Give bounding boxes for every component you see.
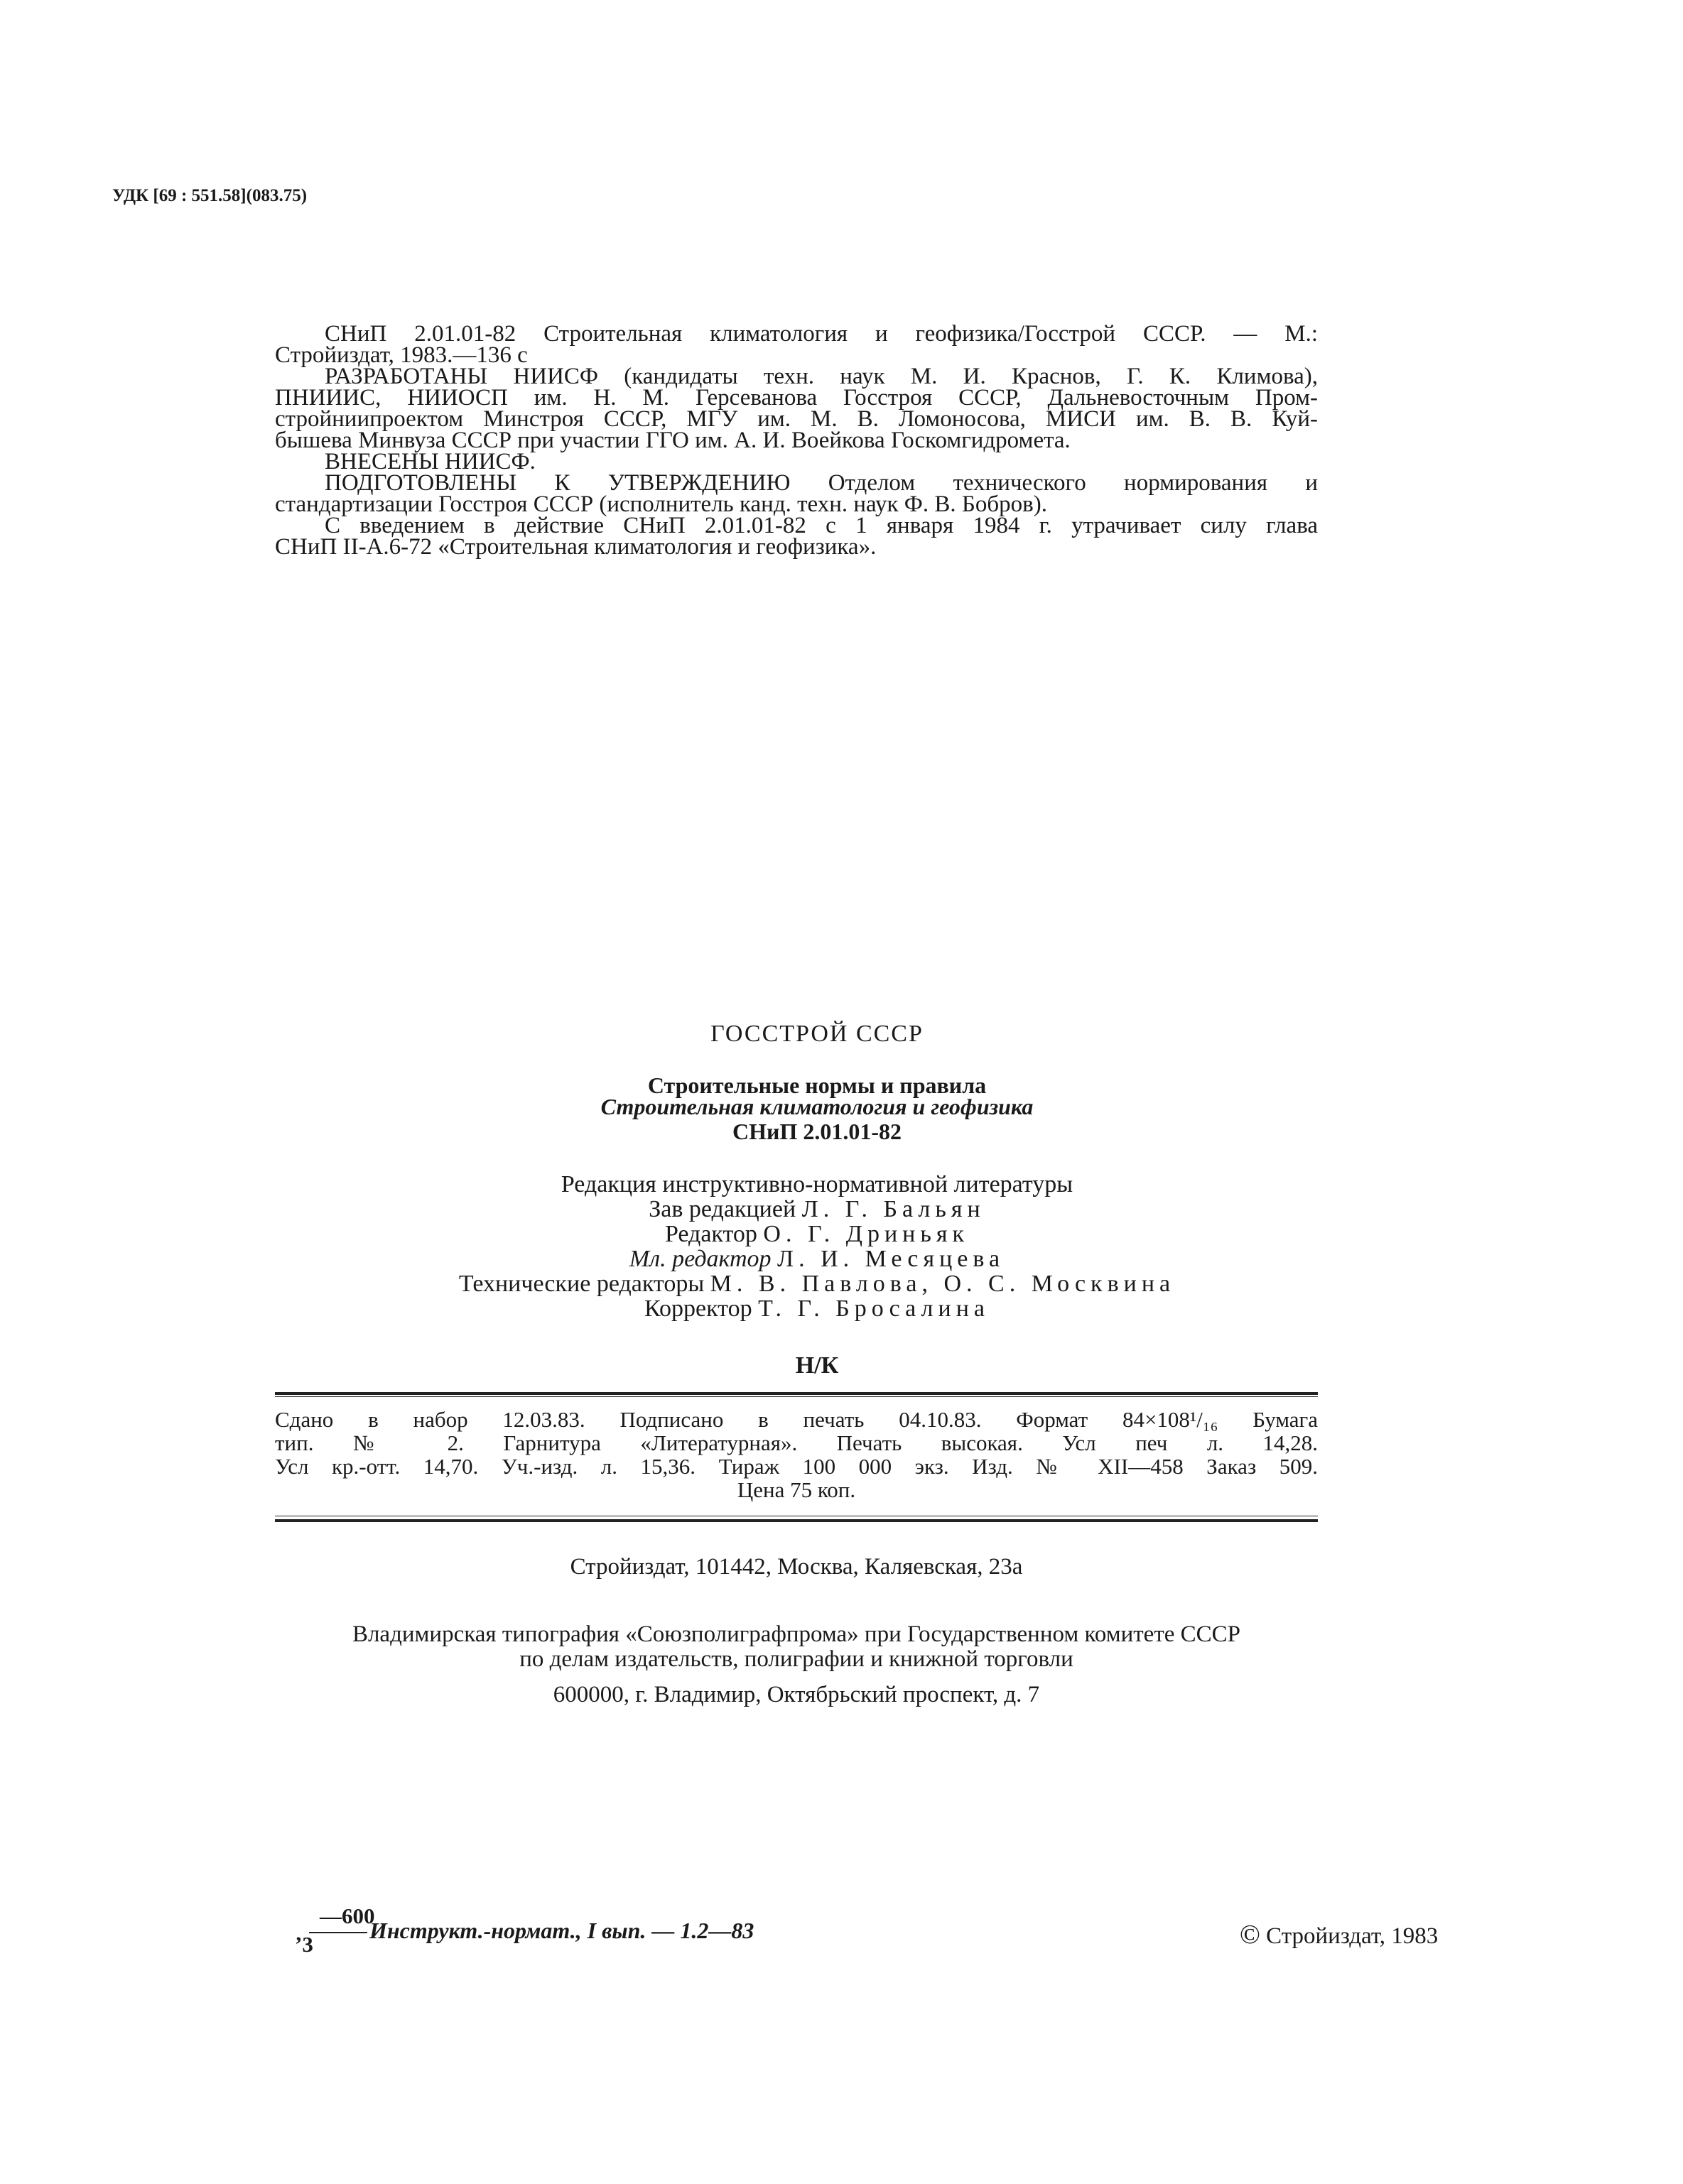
footer-index-code: Инструкт.-нормат., I вып. — 1.2—83 [369, 1918, 754, 1943]
credits-block [320, 1172, 1314, 1321]
credit-role: Корректор [644, 1295, 752, 1322]
biblio-line: ПНИИИС, НИИОСП им. Н. М. Герсеванова Госстроя СССР, Дальневосточным Пром- [275, 385, 1318, 411]
biblio-line: стандартизации Госстроя СССР (исполнитель канд. техн. наук Ф. В. Бобров). [275, 491, 1047, 517]
copyright-icon: © [1240, 1920, 1260, 1950]
credit-person: Л. Г. Бальян [801, 1196, 985, 1222]
document-title: Строительная климатология и геофизика [600, 1094, 1034, 1119]
printer-line: Владимирская типография «Союзполиграфпрома» при Государственном комитете СССР [352, 1621, 1241, 1647]
biblio-line: С введением в действие СНиП 2.01.01-82 с 1 января 1984 г. утрачивает силу глава [325, 513, 1318, 538]
credit-person: Л. И. Месяцева [777, 1246, 1005, 1272]
biblio-line: СНиП 2.01.01-82 Строительная климатология и геофизика/Госстрой СССР. — М.: [325, 321, 1318, 347]
credit-person: О. Г. Дриньяк [763, 1221, 970, 1247]
document-code: СНиП 2.01.01-82 [732, 1119, 902, 1144]
biblio-line: ПОДГОТОВЛЕНЫ К УТВЕРЖДЕНИЮ Отделом технического нормирования и [325, 470, 1318, 496]
imprint-top-rule-thin [275, 1396, 1318, 1397]
printer-address: 600000, г. Владимир, Октябрьский проспект, д. 7 [553, 1682, 1040, 1707]
copyright-notice [1240, 1919, 1438, 1950]
footer-fraction-numerator: —600 [320, 1903, 375, 1928]
printer-line: по делам издательств, полиграфии и книжной торговли [519, 1646, 1073, 1672]
imprint-line: Усл кр.-отт. 14,70. Уч.-изд. л. 15,36. Тираж 100 000 экз. Изд. № XII—458 Заказ 509. [275, 1454, 1318, 1479]
biblio-line: Стройиздат, 1983.—136 с [275, 342, 528, 368]
hk-mark: Н/К [795, 1352, 839, 1379]
footer-fraction-denominator: ʼ3 [295, 1932, 313, 1957]
biblio-line: стройниипроектом Минстроя СССР, МГУ им. М. В. Ломоносова, МИСИ им. В. В. Куй- [275, 406, 1318, 432]
bibliographic-record [275, 323, 1318, 558]
publisher-address: Стройиздат, 101442, Москва, Каляевская, 23а [570, 1554, 1023, 1580]
udk-code: УДК [69 : 551.58](083.75) [112, 186, 308, 205]
publisher-org: ГОССТРОЙ СССР [710, 1021, 924, 1047]
credit-role: Мл. редактор [629, 1246, 772, 1272]
credit-junior-editor [320, 1246, 1314, 1271]
credit-editor [320, 1222, 1314, 1246]
footer-fraction-bar [309, 1932, 367, 1933]
biblio-line: РАЗРАБОТАНЫ НИИСФ (кандидаты техн. наук М. И. Краснов, Г. К. Климова), [325, 364, 1318, 389]
imprint-block [275, 1408, 1318, 1501]
series-title: Строительные нормы и правила [647, 1072, 987, 1098]
copyright-text: Стройиздат, 1983 [1266, 1923, 1439, 1949]
credit-role: Зав редакцией [649, 1196, 796, 1222]
credit-head-editor [320, 1197, 1314, 1222]
imprint-top-rule [275, 1392, 1318, 1395]
credit-role: Редактор [664, 1221, 757, 1247]
biblio-line: ВНЕСЕНЫ НИИСФ. [325, 449, 536, 474]
price: Цена 75 коп. [737, 1477, 856, 1502]
credit-proofreader [320, 1296, 1314, 1321]
imprint-line: Сдано в набор 12.03.83. Подписано в печать 04.10.83. Формат 84×108¹/₁₆ Бумага [275, 1407, 1318, 1432]
imprint-line: тип. № 2. Гарнитура «Литературная». Печать высокая. Усл печ л. 14,28. [275, 1430, 1318, 1455]
biblio-line: СНиП II-А.6-72 «Строительная климатология и геофизика». [275, 534, 877, 560]
credit-role: Технические редакторы [458, 1271, 705, 1297]
credit-person: М. В. Павлова, О. С. Москвина [710, 1271, 1176, 1297]
imprint-bottom-rule [275, 1519, 1318, 1522]
credit-person: Т. Г. Бросалина [758, 1295, 990, 1322]
edition-office: Редакция инструктивно-нормативной литературы [561, 1171, 1073, 1197]
biblio-line: бышева Минвуза СССР при участии ГГО им. А. И. Воейкова Госкомгидромета. [275, 428, 1071, 453]
credit-tech-editors [320, 1271, 1314, 1296]
